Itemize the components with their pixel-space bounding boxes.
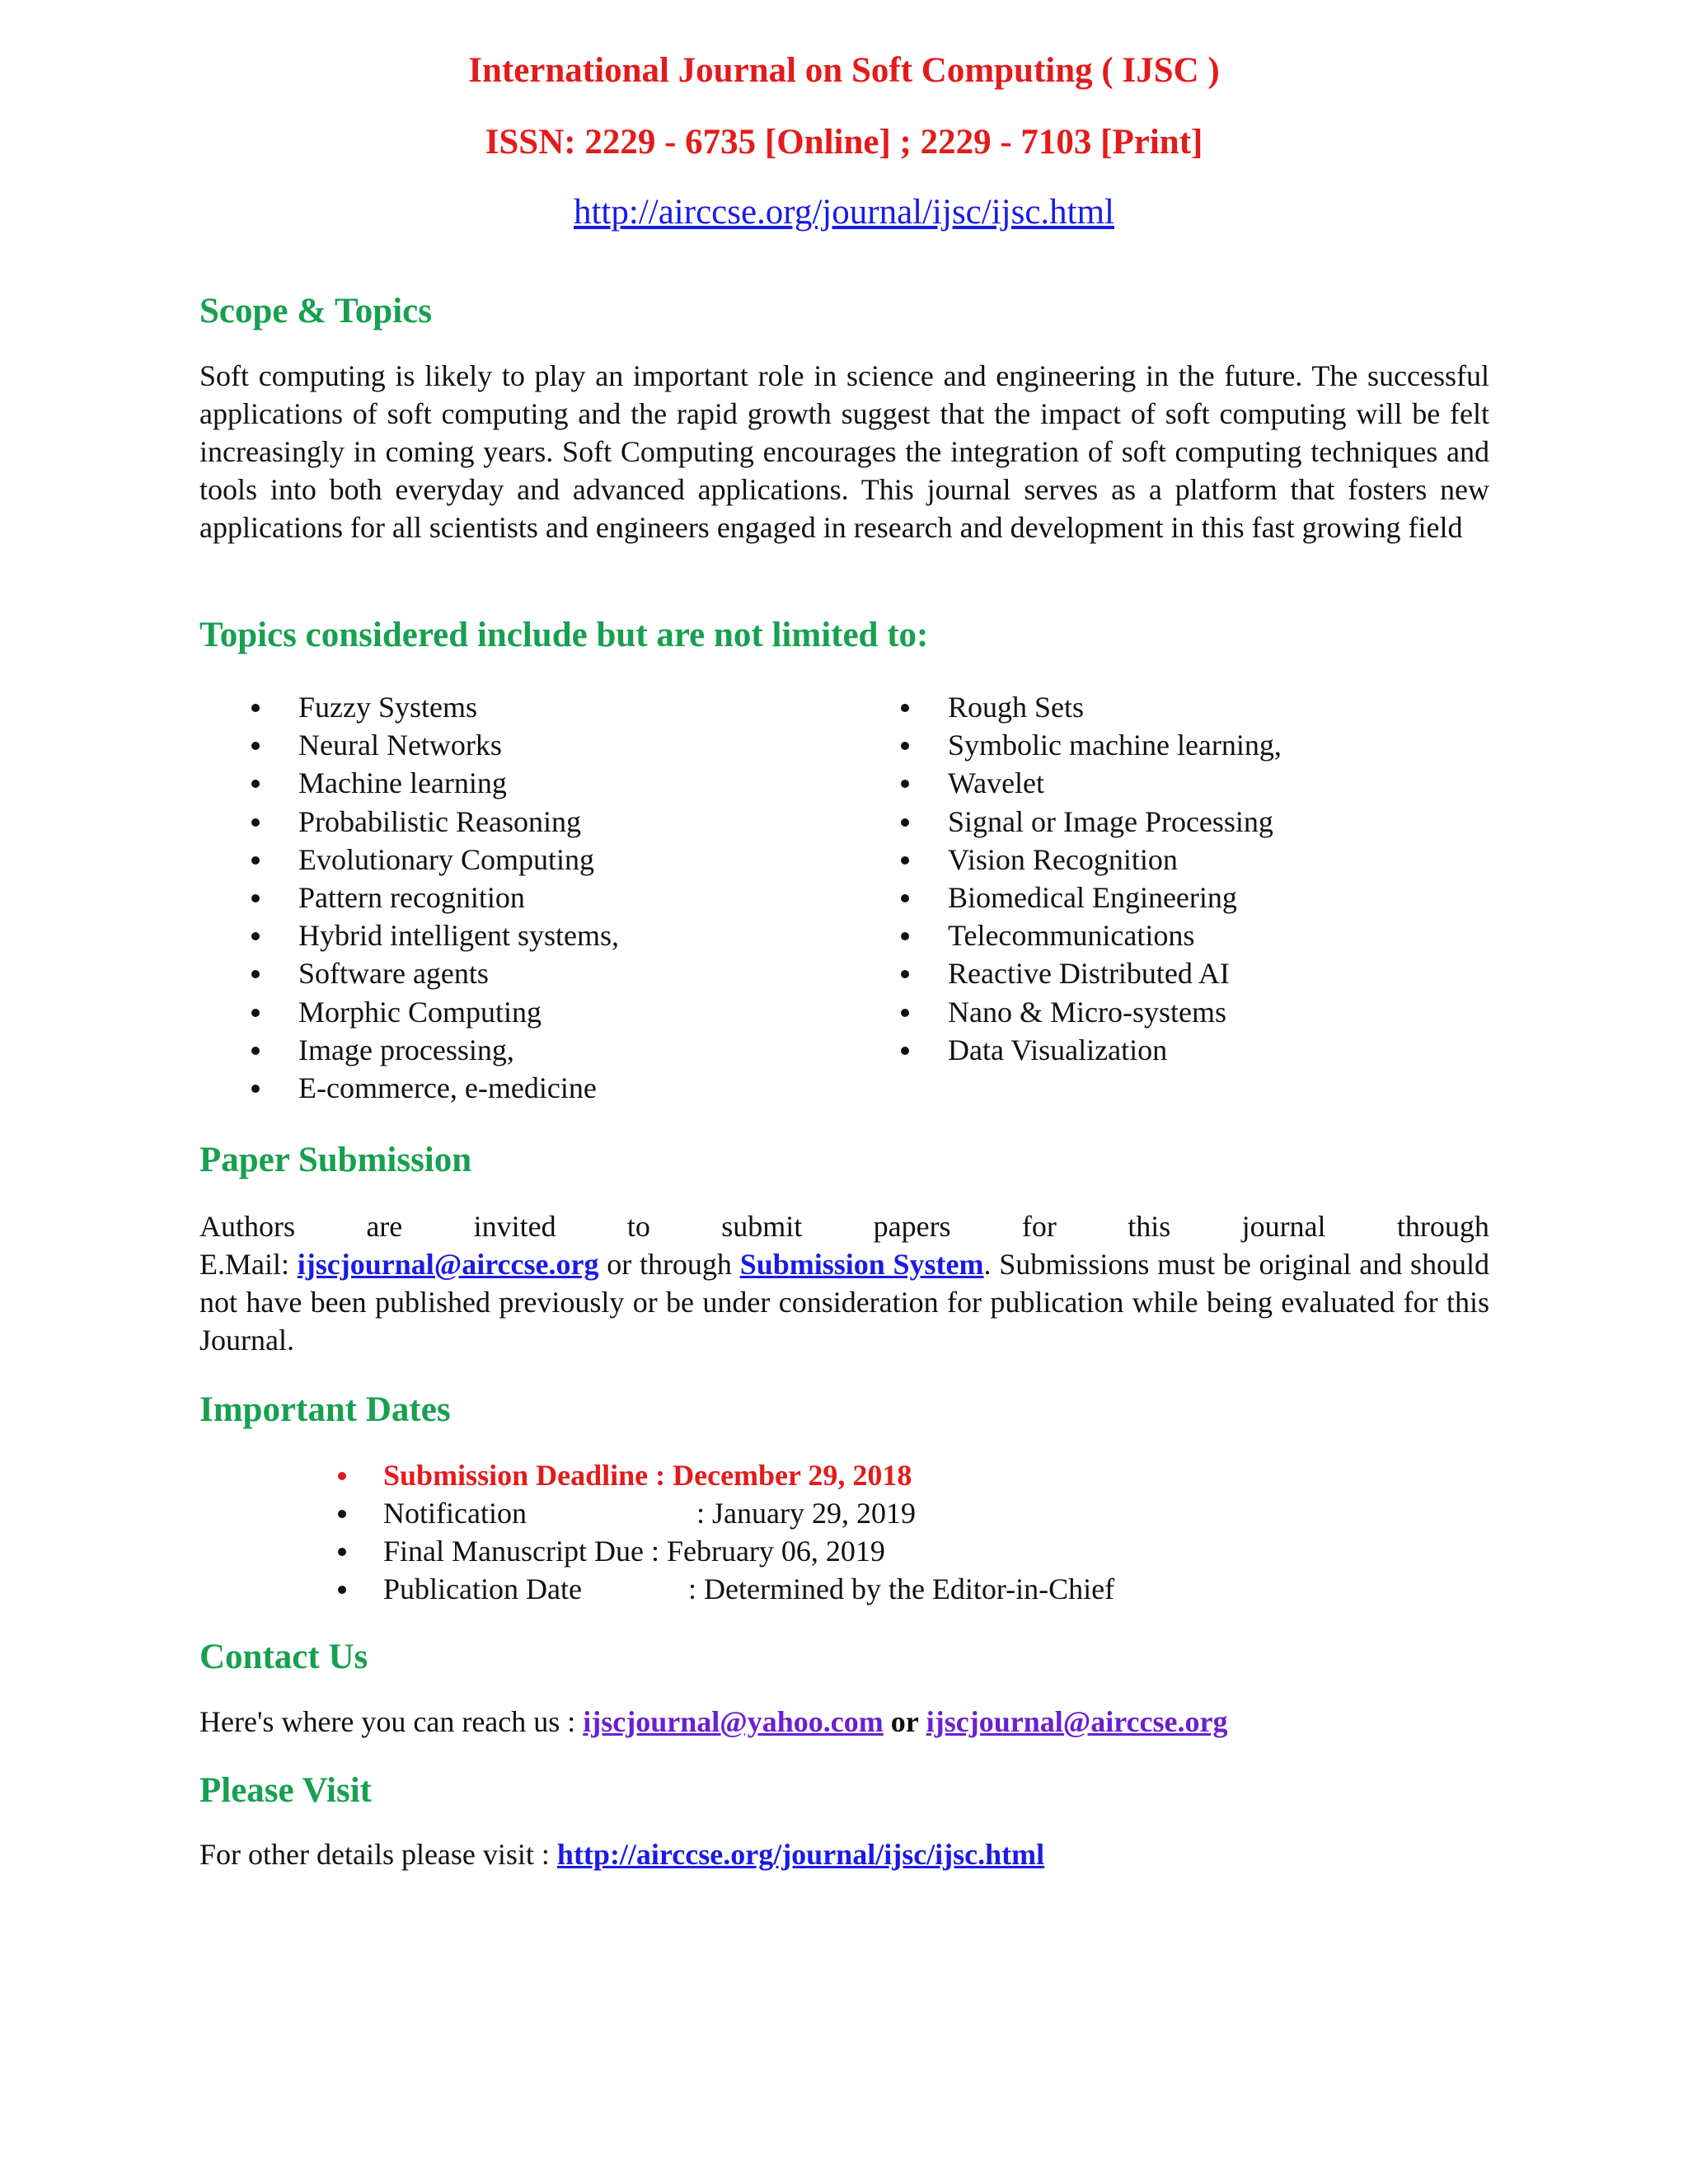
list-item: Vision Recognition — [849, 841, 1282, 879]
list-item: Wavelet — [849, 764, 1282, 802]
submission-heading: Paper Submission — [199, 1141, 472, 1179]
submission-paragraph — [199, 1245, 1489, 1359]
date-label: Final Manuscript Due — [383, 1535, 644, 1568]
list-item: Nano & Micro-systems — [849, 993, 1282, 1031]
contact-or: or — [890, 1705, 919, 1738]
contact-line — [199, 1703, 1227, 1741]
word: this — [1128, 1210, 1171, 1243]
list-item: Symbolic machine learning, — [849, 726, 1282, 764]
visit-url-link[interactable]: http://airccse.org/journal/ijsc/ijsc.html — [556, 1838, 1045, 1871]
date-label: Publication Date — [383, 1572, 582, 1605]
dates-heading: Important Dates — [199, 1390, 451, 1429]
date-separator: : — [696, 1497, 713, 1530]
date-label: Submission Deadline — [383, 1459, 649, 1492]
word: papers — [873, 1210, 951, 1243]
or-through-text: or through — [598, 1248, 740, 1281]
visit-line — [199, 1835, 1044, 1873]
list-item: Software agents — [199, 954, 619, 992]
list-item: Image processing, — [199, 1031, 619, 1069]
list-item: Rough Sets — [849, 688, 1282, 726]
list-item: Machine learning — [199, 764, 619, 802]
issn-line: ISSN: 2229 - 6735 [Online] ; 2229 - 7103 [Print] — [485, 123, 1203, 162]
contact-email-yahoo-link[interactable]: ijscjournal@yahoo.com — [583, 1705, 884, 1738]
list-item: Reactive Distributed AI — [849, 954, 1282, 992]
list-item: Fuzzy Systems — [199, 688, 619, 726]
date-separator: : — [648, 1459, 673, 1492]
list-item: Biomedical Engineering — [849, 879, 1282, 916]
contact-text: Here's where you can reach us : — [199, 1705, 584, 1738]
list-item: Signal or Image Processing — [849, 803, 1282, 841]
scope-paragraph: Soft computing is likely to play an important role in science and engineering in the future. The successful applications of soft computing and the rapid growth suggest that the impact of soft computing will be felt increasingly in coming years. Soft Computing encourages the integration of soft computing techniques and tools into both everyday and advanced applications. This journal serves as a platform that fosters new applications for all scientists and engineers engaged in research and development in this fast growing field — [199, 359, 1489, 544]
contact-email-airccse-link[interactable]: ijscjournal@airccse.org — [926, 1705, 1228, 1738]
date-item-submission-deadline — [330, 1456, 1114, 1494]
date-label: Notification — [383, 1497, 527, 1530]
word: journal — [1241, 1210, 1326, 1243]
topics-heading: Topics considered include but are not limited to: — [199, 616, 929, 654]
submission-system-link[interactable]: Submission System — [739, 1248, 984, 1281]
word: are — [366, 1210, 403, 1243]
date-item-publication — [330, 1570, 1114, 1608]
list-item: Neural Networks — [199, 726, 619, 764]
date-value: February 06, 2019 — [666, 1535, 885, 1568]
date-value: Determined by the Editor-in-Chief — [704, 1572, 1115, 1605]
date-separator: : — [643, 1535, 667, 1568]
list-item: Hybrid intelligent systems, — [199, 916, 619, 954]
contact-heading: Contact Us — [199, 1638, 368, 1676]
date-value: December 29, 2018 — [673, 1459, 912, 1492]
date-separator: : — [688, 1572, 705, 1605]
topics-list-left — [199, 688, 619, 1107]
journal-title: International Journal on Soft Computing ( IJSC ) — [468, 51, 1220, 90]
word: invited — [473, 1210, 556, 1243]
visit-heading: Please Visit — [199, 1771, 372, 1810]
submission-email-link[interactable]: ijscjournal@airccse.org — [297, 1248, 599, 1281]
date-item-notification — [330, 1494, 1114, 1532]
list-item: Data Visualization — [849, 1031, 1282, 1069]
word: Authors — [199, 1210, 295, 1243]
list-item: Probabilistic Reasoning — [199, 803, 619, 841]
date-value: January 29, 2019 — [712, 1497, 916, 1530]
topics-list-right — [849, 688, 1282, 1069]
list-item: Pattern recognition — [199, 879, 619, 916]
journal-url-link[interactable]: http://airccse.org/journal/ijsc/ijsc.html — [573, 193, 1115, 232]
date-item-final-manuscript — [330, 1532, 1114, 1570]
list-item: Evolutionary Computing — [199, 841, 619, 879]
visit-text: For other details please visit : — [199, 1838, 557, 1871]
dates-list — [330, 1456, 1114, 1608]
word: submit — [721, 1210, 803, 1243]
scope-heading: Scope & Topics — [199, 292, 432, 330]
journal-url-line — [0, 190, 1688, 236]
list-item: E-commerce, e-medicine — [199, 1069, 619, 1107]
word: through — [1396, 1210, 1489, 1243]
word: to — [626, 1210, 650, 1243]
email-prefix: E.Mail: — [199, 1248, 298, 1281]
word: for — [1021, 1210, 1057, 1243]
list-item: Morphic Computing — [199, 993, 619, 1031]
submission-rest-text: . Submissions must be original and should not have been published previously or be under consideration for publication while being evaluated for this Journal. — [199, 1248, 1490, 1357]
list-item: Telecommunications — [849, 916, 1282, 954]
submission-first-line — [199, 1207, 1489, 1245]
